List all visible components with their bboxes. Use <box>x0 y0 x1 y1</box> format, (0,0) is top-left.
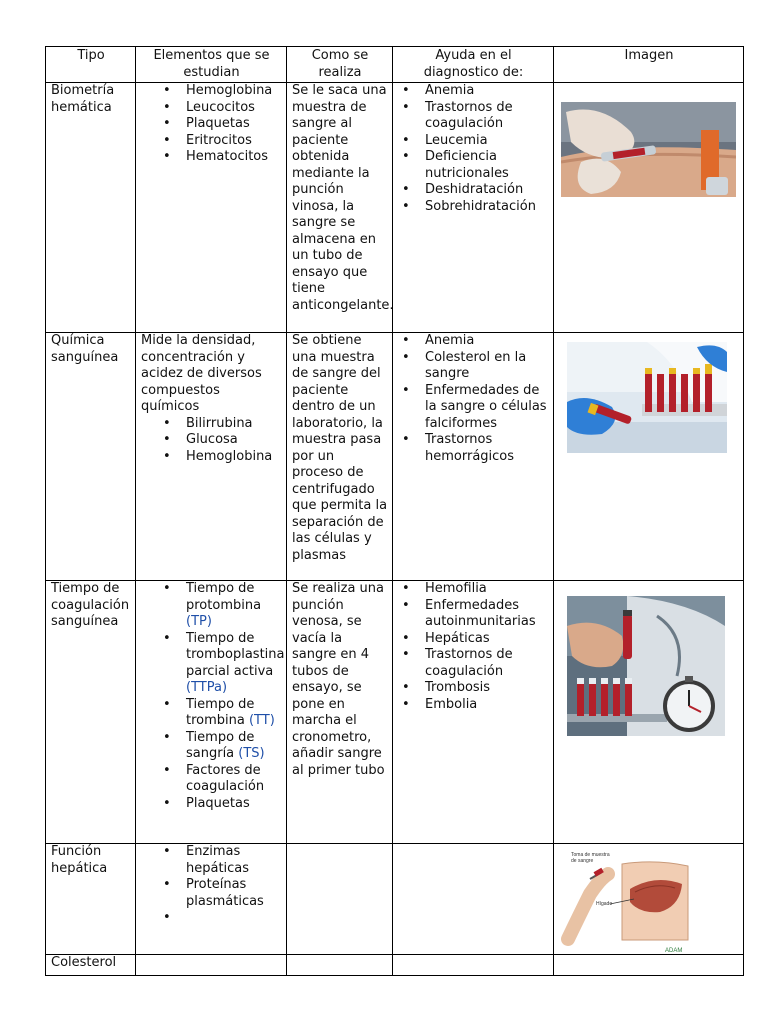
imagen-cell <box>554 333 744 581</box>
abbr: (TT) <box>248 713 275 728</box>
list-item: • Bilirrubina <box>186 416 282 433</box>
list-item: • Hemoglobina <box>186 449 282 466</box>
elementos-cell <box>136 581 287 844</box>
lab-tubes-photo <box>567 342 727 453</box>
list-item: • Hematocitos <box>186 149 282 166</box>
list-item: • Glucosa <box>186 432 282 449</box>
imagen-cell <box>554 83 744 333</box>
list-item <box>186 910 282 927</box>
como-cell: Se obtiene una muestra de sangre del paciente dentro de un laboratorio, la muestra pasa por un proceso de centrifugado que permita la separación de las células y plasmas <box>287 333 393 581</box>
header-como: Como se realiza <box>287 47 393 83</box>
list-item: • Trastornos de coagulación <box>425 100 549 133</box>
tipo-cell: Función hepática <box>46 844 136 955</box>
header-imagen: Imagen <box>554 47 744 83</box>
como-cell: Se le saca una muestra de sangre al paciente obtenida mediante la punción vinosa, la sangre se almacena en un tubo de ensayo que tiene anticongelante. <box>287 83 393 333</box>
elementos-cell <box>136 333 287 581</box>
tipo-cell: Tiempo de coagulación sanguínea <box>46 581 136 844</box>
como-cell <box>287 844 393 955</box>
list-item: • Tiempo de protombina (TP) <box>186 581 282 631</box>
blood-draw-photo <box>561 102 736 197</box>
ayuda-cell <box>393 333 554 581</box>
list-item: • Embolia <box>425 697 549 714</box>
list-item: • Plaquetas <box>186 796 282 813</box>
como-cell: Se realiza una punción venosa, se vacía la sangre en 4 tubos de ensayo, se pone en marcha el cronometro, añadir sangre al primer tubo <box>287 581 393 844</box>
list-item: • Trombosis <box>425 680 549 697</box>
list-item: • Hemofilia <box>425 581 549 598</box>
list-item: • Factores de coagulación <box>186 763 282 796</box>
tipo-cell: Colesterol <box>46 955 136 976</box>
abbr: (TS) <box>238 746 265 761</box>
elementos-cell <box>136 844 287 955</box>
elementos-cell <box>136 83 287 333</box>
liver-illustration <box>560 844 693 954</box>
figure-brand: ADAM <box>665 948 683 954</box>
table-row <box>46 333 744 581</box>
list-item: • Enzimas hepáticas <box>186 844 282 877</box>
abbr: (TP) <box>186 614 212 629</box>
list-item: • Hemoglobina <box>186 83 282 100</box>
list-item: • Tiempo de sangría (TS) <box>186 730 282 763</box>
list-item: • Leucemia <box>425 133 549 150</box>
list-item: • Tiempo de tromboplastina parcial activa (TTPa) <box>186 631 282 697</box>
list-item: • Anemia <box>425 333 549 350</box>
list-item: • Deshidratación <box>425 182 549 199</box>
figure-label-top: Toma de muestra de sangre <box>571 852 610 864</box>
list-item: • Anemia <box>425 83 549 100</box>
list-item: • Tiempo de trombina (TT) <box>186 697 282 730</box>
header-tipo: Tipo <box>46 47 136 83</box>
imagen-cell <box>554 844 744 955</box>
list-item: • Enfermedades autoinmunitarias <box>425 598 549 631</box>
imagen-cell <box>554 581 744 844</box>
list-item: • Hepáticas <box>425 631 549 648</box>
list-item: • Trastornos hemorrágicos <box>425 432 549 465</box>
table-row <box>46 844 744 955</box>
ayuda-cell <box>393 581 554 844</box>
list-item: • Enfermedades de la sangre o células falciformes <box>425 383 549 433</box>
figure-label-organ: Hígado <box>596 901 613 907</box>
list-item: • Proteínas plasmáticas <box>186 877 282 910</box>
table-row <box>46 83 744 333</box>
list-item: • Leucocitos <box>186 100 282 117</box>
exam-table <box>45 46 744 976</box>
list-item: • Eritrocitos <box>186 133 282 150</box>
coagulation-photo <box>567 596 725 736</box>
list-item: • Trastornos de coagulación <box>425 647 549 680</box>
tipo-cell: Química sanguínea <box>46 333 136 581</box>
como-cell <box>287 955 393 976</box>
header-ayuda: Ayuda en el diagnostico de: <box>393 47 554 83</box>
list-item: • Colesterol en la sangre <box>425 350 549 383</box>
header-elementos: Elementos que se estudian <box>136 47 287 83</box>
tipo-cell: Biometría hemática <box>46 83 136 333</box>
imagen-cell <box>554 955 744 976</box>
ayuda-cell <box>393 844 554 955</box>
ayuda-cell <box>393 83 554 333</box>
ayuda-cell <box>393 955 554 976</box>
list-item: • Plaquetas <box>186 116 282 133</box>
table-row <box>46 955 744 976</box>
table-row <box>46 581 744 844</box>
elementos-cell <box>136 955 287 976</box>
header-row <box>46 47 744 83</box>
elementos-intro: Mide la densidad, concentración y acidez de diversos compuestos químicos <box>141 333 262 414</box>
list-item: • Deficiencia nutricionales <box>425 149 549 182</box>
abbr: (TTPa) <box>186 680 228 695</box>
list-item: • Sobrehidratación <box>425 199 549 216</box>
